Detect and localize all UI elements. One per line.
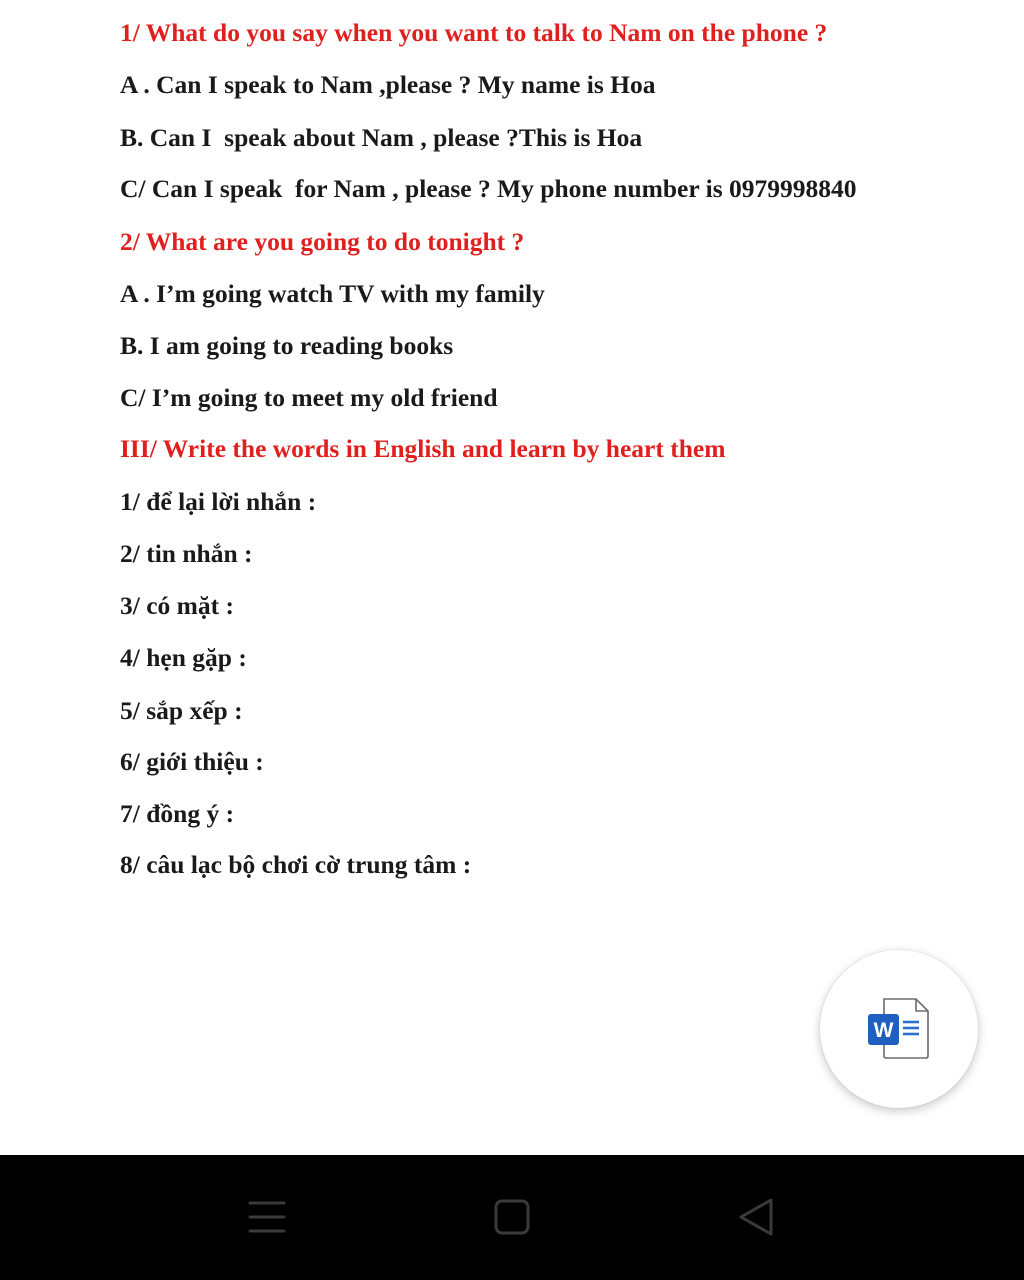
question-1-option-b: B. Can I speak about Nam , please ?This is Hoa (120, 123, 643, 152)
question-2-option-a: A . I’m going watch TV with my family (120, 279, 545, 308)
vocab-item-2: 2/ tin nhắn : (120, 539, 253, 568)
word-letter: W (873, 1019, 894, 1042)
vocab-item-5: 5/ sắp xếp : (120, 696, 243, 725)
question-1-option-c: C/ Can I speak for Nam , please ? My phone number is 0979998840 (120, 174, 857, 203)
section-3-title: III/ Write the words in English and learn by heart them (120, 434, 726, 463)
home-square-icon (492, 1197, 532, 1237)
question-2-option-c: C/ I’m going to meet my old friend (120, 383, 498, 412)
vocab-item-1: 1/ để lại lời nhắn : (120, 487, 317, 516)
vocab-item-4: 4/ hẹn gặp : (120, 643, 247, 672)
system-navigation-bar (0, 1155, 1024, 1280)
open-in-word-button[interactable] (820, 950, 978, 1108)
question-2-option-b: B. I am going to reading books (120, 331, 454, 360)
question-1-option-a: A . Can I speak to Nam ,please ? My name is Hoa (120, 70, 656, 99)
question-2-title: 2/ What are you going to do tonight ? (120, 227, 525, 256)
back-triangle-icon (737, 1197, 777, 1237)
home-button[interactable] (472, 1182, 552, 1252)
question-1-title: 1/ What do you say when you want to talk to Nam on the phone ? (120, 18, 828, 47)
word-document-icon (866, 996, 932, 1062)
back-button[interactable] (717, 1182, 797, 1252)
menu-icon (247, 1197, 287, 1237)
vocab-item-6: 6/ giới thiệu : (120, 747, 264, 776)
vocab-item-7: 7/ đồng ý : (120, 799, 235, 828)
menu-button[interactable] (227, 1182, 307, 1252)
vocab-item-8: 8/ câu lạc bộ chơi cờ trung tâm : (120, 850, 472, 879)
vocab-item-3: 3/ có mặt : (120, 591, 235, 620)
